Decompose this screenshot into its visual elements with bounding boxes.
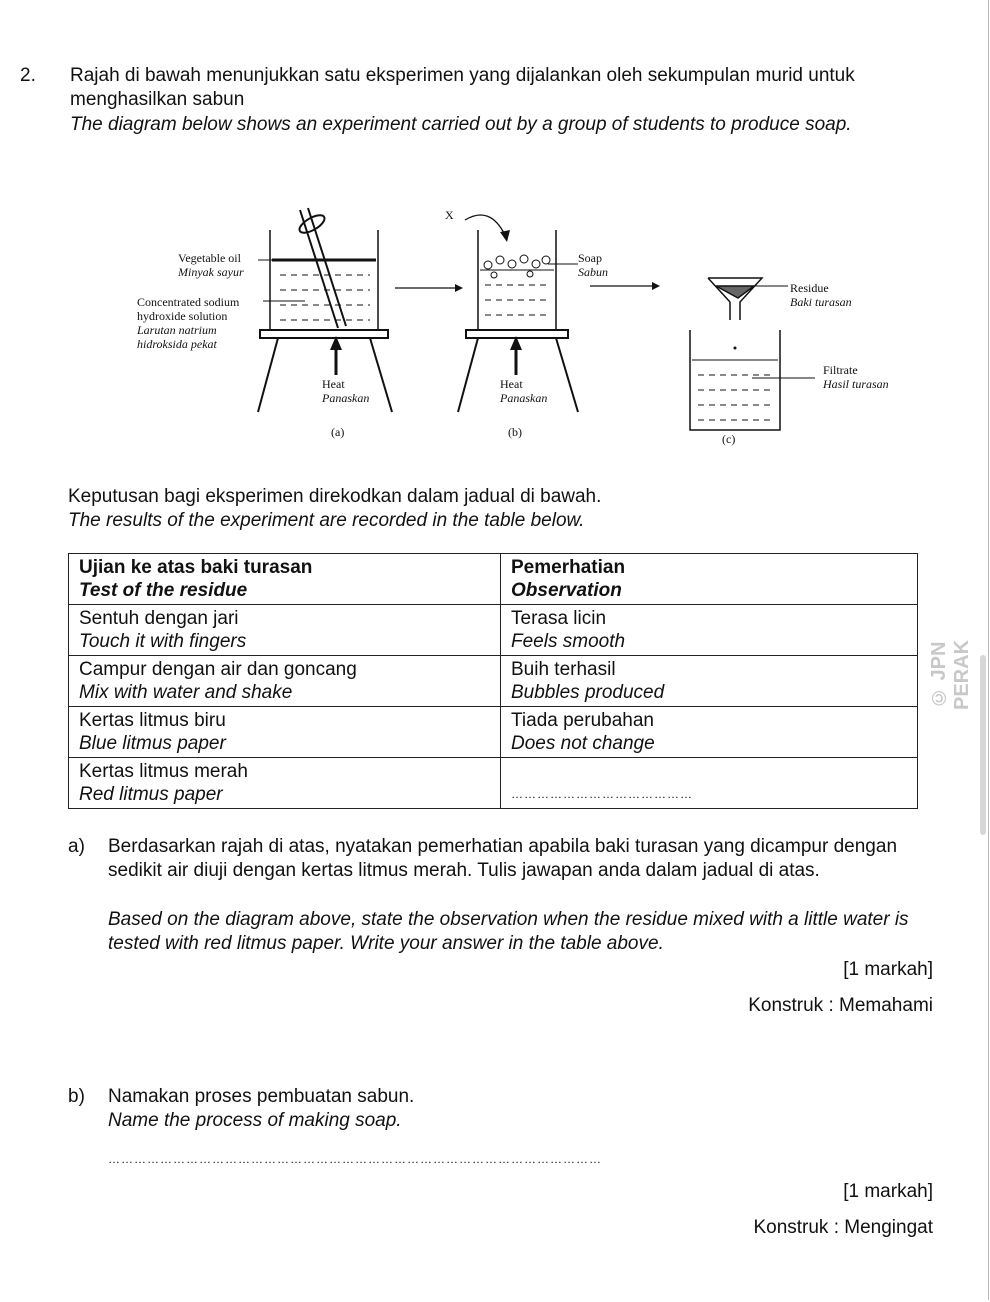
label-naoh-1: Concentrated sodium: [137, 295, 240, 309]
answer-field-process[interactable]: ……………………………………………………………………………………………………: [108, 1152, 602, 1166]
header-test-en: Test of the residue: [79, 580, 248, 601]
part-b-label: b): [68, 1086, 85, 1107]
question-intro-ms: Rajah di bawah menunjukkan satu eksperimen yang dijalankan oleh sekumpulan murid untuk menghasilkan sabun: [70, 65, 855, 110]
label-heat-a: Heat: [322, 377, 345, 391]
label-heat-b: Heat: [500, 377, 523, 391]
label-sabun: Sabun: [578, 265, 608, 279]
test-en: Touch it with fingers: [79, 631, 247, 652]
label-soap: Soap: [578, 251, 602, 265]
answer-field-red-litmus[interactable]: ……………………………………: [511, 787, 693, 801]
obs-ms: Buih terhasil: [511, 659, 616, 680]
watermark: © JPN PERAK: [928, 640, 973, 711]
label-b: (b): [508, 425, 522, 439]
beaker-c: [690, 330, 780, 430]
header-obs-en: Observation: [511, 580, 622, 601]
label-naoh-4: hidroksida pekat: [137, 337, 217, 351]
table-row: [69, 656, 918, 707]
label-c: (c): [722, 432, 736, 446]
obs-en: Does not change: [511, 733, 655, 754]
label-minyak: Minyak sayur: [178, 265, 244, 279]
beaker-a: [270, 230, 378, 330]
part-b-text-ms: Namakan proses pembuatan sabun.: [108, 1086, 415, 1107]
label-filtrate: Filtrate: [823, 363, 858, 377]
obs-ms: Tiada perubahan: [511, 710, 654, 731]
test-en: Red litmus paper: [79, 784, 223, 805]
beaker-b: [478, 230, 556, 330]
results-table: [68, 553, 918, 809]
label-naoh-3: Larutan natrium: [137, 323, 217, 337]
obs-en: Bubbles produced: [511, 682, 665, 703]
label-panaskan-a: Panaskan: [322, 391, 370, 405]
obs-ms: Terasa licin: [511, 608, 607, 629]
question-number: 2.: [20, 65, 36, 86]
table-row: [69, 758, 918, 809]
filter-funnel: [708, 278, 762, 320]
page-edge-shadow: [980, 655, 986, 835]
test-en: Blue litmus paper: [79, 733, 226, 754]
x-arrow: [465, 215, 505, 235]
table-row: [69, 605, 918, 656]
header-obs-ms: Pemerhatian: [511, 557, 626, 578]
label-panaskan-b: Panaskan: [500, 391, 548, 405]
label-naoh-2: hydroxide solution: [137, 309, 228, 323]
label-residue: Residue: [790, 281, 829, 295]
part-a-construct: Konstruk : Memahami: [748, 995, 933, 1016]
question-intro-en: The diagram below shows an experiment carried out by a group of students to produce soap.: [70, 114, 852, 135]
results-intro-ms: Keputusan bagi eksperimen direkodkan dalam jadual di bawah.: [68, 486, 602, 507]
table-header-row: [69, 554, 918, 605]
table-row: [69, 707, 918, 758]
test-ms: Campur dengan air dan goncang: [79, 659, 357, 680]
leader-lines-a: [258, 260, 305, 301]
header-test-ms: Ujian ke atas baki turasan: [79, 557, 313, 578]
glass-rod: [297, 208, 346, 328]
label-hasil: Hasil turasan: [823, 377, 889, 391]
part-a-label: a): [68, 836, 85, 857]
label-baki: Baki turasan: [790, 295, 852, 309]
part-b-marks: [1 markah]: [843, 1181, 933, 1202]
part-b-construct: Konstruk : Mengingat: [753, 1217, 933, 1238]
test-en: Mix with water and shake: [79, 682, 293, 703]
label-a: (a): [331, 425, 345, 439]
label-veg-oil: Vegetable oil: [178, 251, 241, 265]
part-a-text-en: Based on the diagram above, state the observation when the residue mixed with a little water is tested with red litmus paper. Write your answer in the table above.: [108, 909, 909, 954]
label-x: X: [445, 208, 454, 222]
obs-en: Feels smooth: [511, 631, 626, 652]
test-ms: Kertas litmus biru: [79, 710, 226, 731]
test-ms: Kertas litmus merah: [79, 761, 248, 782]
part-a-marks: [1 markah]: [843, 959, 933, 980]
results-intro-en: The results of the experiment are recorded in the table below.: [68, 510, 585, 531]
part-b-text-en: Name the process of making soap.: [108, 1110, 402, 1131]
part-a-text-ms: Berdasarkan rajah di atas, nyatakan pemerhatian apabila baki turasan yang dicampur dengan sedikit air diuji dengan kertas litmus merah. Tulis jawapan anda dalam jadual di atas.: [108, 836, 898, 881]
test-ms: Sentuh dengan jari: [79, 608, 239, 629]
